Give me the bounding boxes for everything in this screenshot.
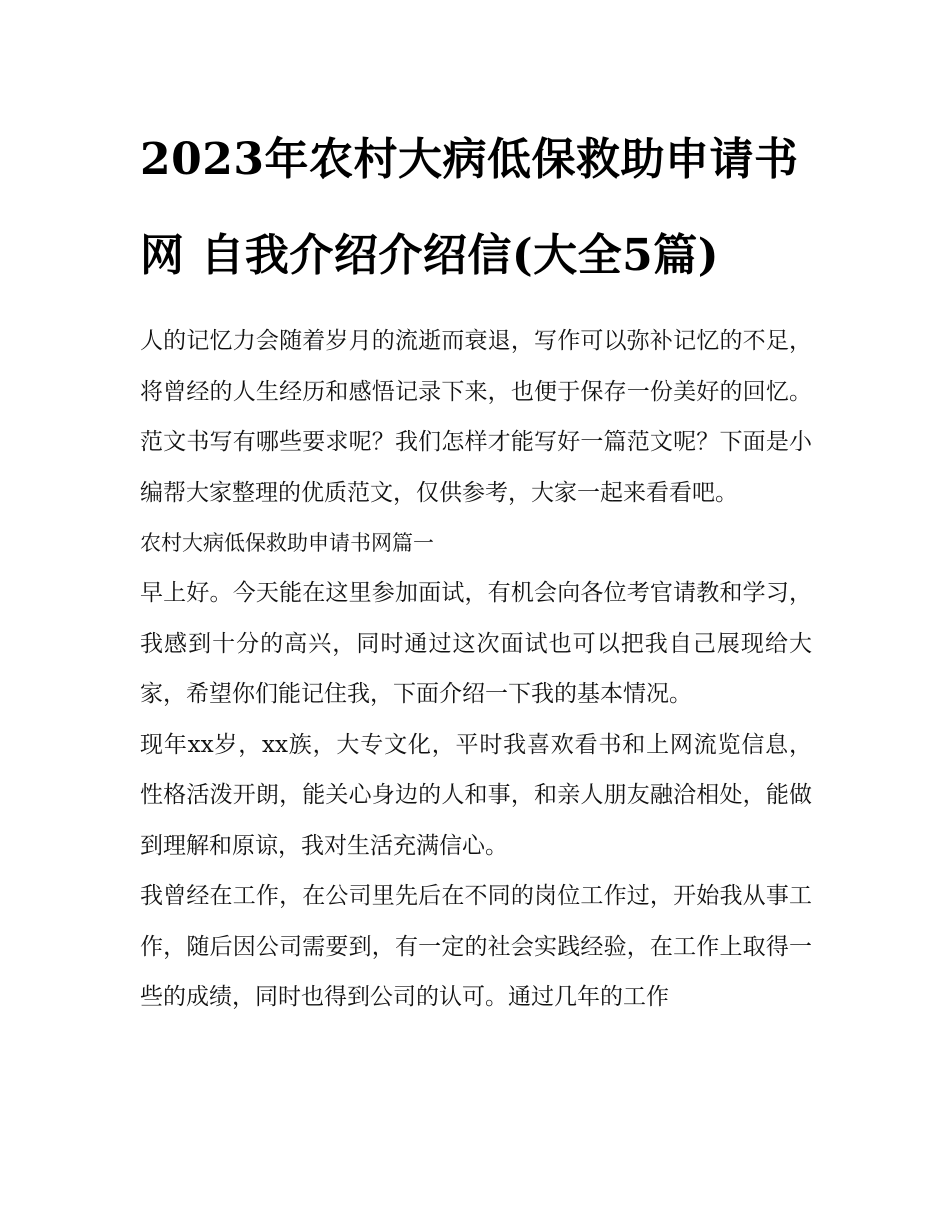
intro-paragraph: 人的记忆力会随着岁月的流逝而衰退，写作可以弥补记忆的不足，将曾经的人生经历和感悟记录下来，也便于保存一份美好的回忆。范文书写有哪些要求呢？我们怎样才能写好一篇范文呢？下面是小编帮大家整理的优质范文，仅供参考，大家一起来看看吧。 xyxy=(140,328,812,506)
body-paragraph-3: 我曾经在工作，在公司里先后在不同的岗位工作过，开始我从事工作，随后因公司需要到，有一定的社会实践经验，在工作上取得一些的成绩，同时也得到公司的认可。通过几年的工作 xyxy=(140,883,812,1010)
body-paragraph-2: 现年xx岁，xx族，大专文化，平时我喜欢看书和上网流览信息，性格活泼开朗，能关心身边的人和事，和亲人朋友融洽相处，能做到理解和原谅，我对生活充满信心。 xyxy=(140,731,812,859)
document-page xyxy=(140,112,812,1023)
body-paragraph-1: 早上好。今天能在这里参加面试，有机会向各位考官请教和学习，我感到十分的高兴，同时通过这次面试也可以把我自己展现给大家，希望你们能记住我，下面介绍一下我的基本情况。 xyxy=(140,580,812,707)
document-title: 2023年农村大病低保救助申请书网 自我介绍介绍信(大全5篇) xyxy=(140,134,799,281)
section-heading: 农村大病低保救助申请书网篇一 xyxy=(140,531,434,555)
